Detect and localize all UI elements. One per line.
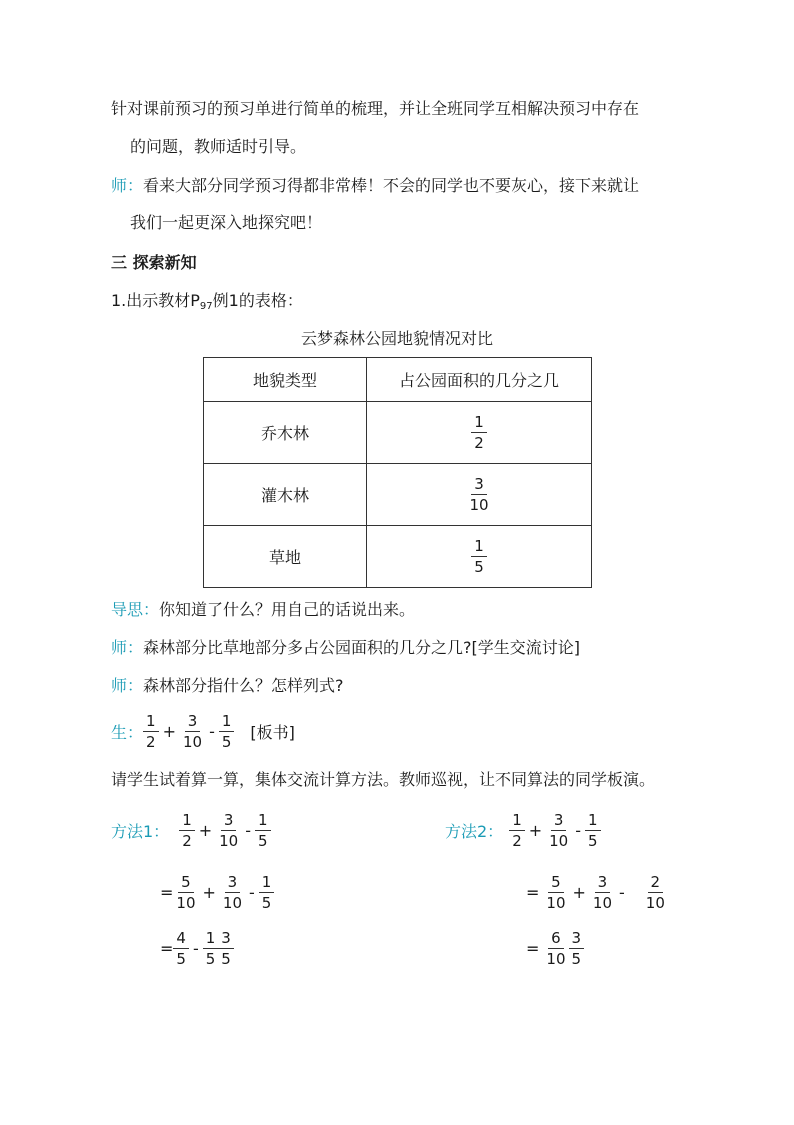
- denominator: 2: [146, 733, 156, 751]
- table-row: [204, 526, 592, 588]
- teacher-text-1: 看来大部分同学预习得都非常棒！不会的同学也不要灰心，接下来就让: [143, 176, 640, 195]
- numerator: 5: [178, 873, 194, 893]
- table-row: [204, 464, 592, 526]
- denominator: 5: [588, 832, 598, 850]
- numerator: 2: [648, 873, 664, 893]
- method1-line-3: [160, 929, 234, 968]
- fraction: [218, 929, 234, 968]
- student-expression: [111, 712, 295, 751]
- numerator: 1: [143, 712, 159, 732]
- method2-line-1: [445, 811, 601, 850]
- denominator: 10: [182, 733, 203, 751]
- teacher-text: 森林部分比草地部分多占公园面积的几分之几?[学生交流讨论]: [143, 638, 580, 657]
- instruction-text: 请学生试着算一算，集体交流计算方法。教师巡视，让不同算法的同学板演。: [111, 770, 656, 789]
- row-fraction: [367, 464, 592, 526]
- numerator: 1: [471, 537, 487, 557]
- table-header-row: [204, 358, 592, 402]
- teacher-paragraph-2: [111, 638, 580, 658]
- numerator: 6: [548, 929, 564, 949]
- numerator: 1: [179, 811, 195, 831]
- denominator: 10: [219, 832, 239, 850]
- operator: -: [209, 722, 215, 741]
- step-1-prefix: 1.出示教材P: [111, 291, 200, 310]
- numerator: 4: [173, 929, 189, 949]
- operator: -: [192, 939, 199, 958]
- equals-sign: =: [160, 939, 174, 958]
- denominator: 5: [261, 894, 272, 912]
- denominator: 5: [176, 950, 186, 968]
- guide-paragraph: [111, 600, 415, 620]
- step-1-page-sub: 97: [199, 301, 213, 312]
- table-caption: 云梦森林公园地貌情况对比: [300, 329, 493, 348]
- operator: -: [249, 883, 255, 902]
- step-1-suffix: 例1的表格：: [212, 291, 303, 310]
- method2-line-2: [522, 873, 668, 912]
- numerator: 1: [219, 712, 235, 732]
- fraction: [509, 811, 525, 850]
- numerator: 3: [218, 929, 234, 949]
- numerator: 3: [225, 873, 241, 893]
- fraction: [216, 811, 241, 850]
- numerator: 3: [595, 873, 611, 893]
- denominator: 5: [571, 950, 582, 968]
- operator: +: [572, 883, 586, 902]
- denominator: 10: [222, 894, 242, 912]
- fraction: [590, 873, 615, 912]
- denominator: 5: [258, 832, 268, 850]
- method1-line-1: [111, 811, 271, 850]
- numerator: 3: [185, 712, 201, 732]
- numerator: 3: [221, 811, 237, 831]
- fraction: [543, 929, 568, 968]
- operator: +: [528, 821, 543, 840]
- row-fraction: [367, 402, 592, 464]
- operator: +: [198, 821, 213, 840]
- table-header-col2: 占公园面积的几分之几: [367, 358, 592, 402]
- teacher-label: 师：: [111, 176, 144, 195]
- teacher-paragraph-1: [111, 176, 639, 196]
- numerator: 1: [509, 811, 525, 831]
- denominator: 5: [205, 950, 216, 968]
- denominator: 10: [546, 894, 566, 912]
- fraction: [219, 712, 235, 751]
- denominator: 10: [176, 894, 196, 912]
- numerator: 1: [585, 811, 601, 831]
- equals-sign: =: [526, 939, 540, 958]
- numerator: 3: [471, 475, 487, 495]
- numerator: 1: [471, 413, 487, 433]
- method2-line-3: [522, 929, 584, 968]
- teacher-text: 森林部分指什么？怎样列式?: [143, 676, 344, 695]
- fraction: [546, 811, 571, 850]
- teacher-label: 师：: [111, 676, 144, 695]
- intro-line-2: 的问题，教师适时引导。: [130, 137, 307, 156]
- student-label: 生：: [111, 723, 144, 742]
- guide-text: 你知道了什么？用自己的话说出来。: [159, 600, 416, 619]
- guide-label: 导思：: [111, 600, 160, 619]
- equals-sign: =: [526, 883, 540, 902]
- denominator: 5: [474, 558, 484, 576]
- intro-line-1: 针对课前预习的预习单进行简单的梳理，并让全班同学互相解决预习中存在: [111, 99, 640, 118]
- fraction: [259, 873, 275, 912]
- operator: -: [575, 821, 582, 840]
- operator: +: [162, 722, 176, 741]
- fraction: [180, 712, 205, 751]
- fraction: [179, 811, 195, 850]
- numerator: 5: [548, 873, 564, 893]
- operator: -: [245, 821, 252, 840]
- fraction: [220, 873, 245, 912]
- fraction: [255, 811, 271, 850]
- denominator: 5: [221, 950, 231, 968]
- row-name: 乔木林: [204, 402, 367, 464]
- denominator: 2: [512, 832, 522, 850]
- denominator: 10: [546, 950, 566, 968]
- denominator: 2: [182, 832, 192, 850]
- denominator: 10: [645, 894, 665, 912]
- method1-line-2: [160, 873, 274, 912]
- table-header-col1: 地貌类型: [204, 358, 367, 402]
- method1-label: 方法1：: [111, 822, 170, 841]
- teacher-text-2: 我们一起更深入地探究吧！: [130, 213, 323, 232]
- section-heading: 三 探索新知: [111, 253, 197, 272]
- landform-table: [203, 357, 592, 588]
- fraction: [143, 712, 159, 751]
- numerator: 3: [569, 929, 585, 949]
- fraction: [173, 929, 189, 968]
- table-row: [204, 402, 592, 464]
- method2-label: 方法2：: [445, 822, 504, 841]
- fraction: [543, 873, 568, 912]
- teacher-label: 师：: [111, 638, 144, 657]
- operator: -: [619, 883, 625, 902]
- denominator: 10: [549, 832, 569, 850]
- teacher-paragraph-3: [111, 676, 344, 696]
- fraction: [173, 873, 198, 912]
- step-1: [111, 291, 303, 317]
- denominator: 10: [469, 496, 489, 514]
- numerator: 1: [203, 929, 219, 949]
- row-fraction: [367, 526, 592, 588]
- row-name: 草地: [204, 526, 367, 588]
- denominator: 2: [474, 434, 484, 452]
- numerator: 1: [259, 873, 275, 893]
- fraction: [585, 811, 601, 850]
- numerator: 1: [255, 811, 271, 831]
- row-name: 灌木林: [204, 464, 367, 526]
- operator: +: [202, 883, 216, 902]
- equals-sign: =: [160, 883, 174, 902]
- board-note: [板书]: [250, 723, 295, 742]
- denominator: 5: [221, 733, 232, 751]
- fraction: [203, 929, 219, 968]
- fraction: [643, 873, 668, 912]
- numerator: 3: [551, 811, 567, 831]
- denominator: 10: [592, 894, 612, 912]
- fraction: [569, 929, 585, 968]
